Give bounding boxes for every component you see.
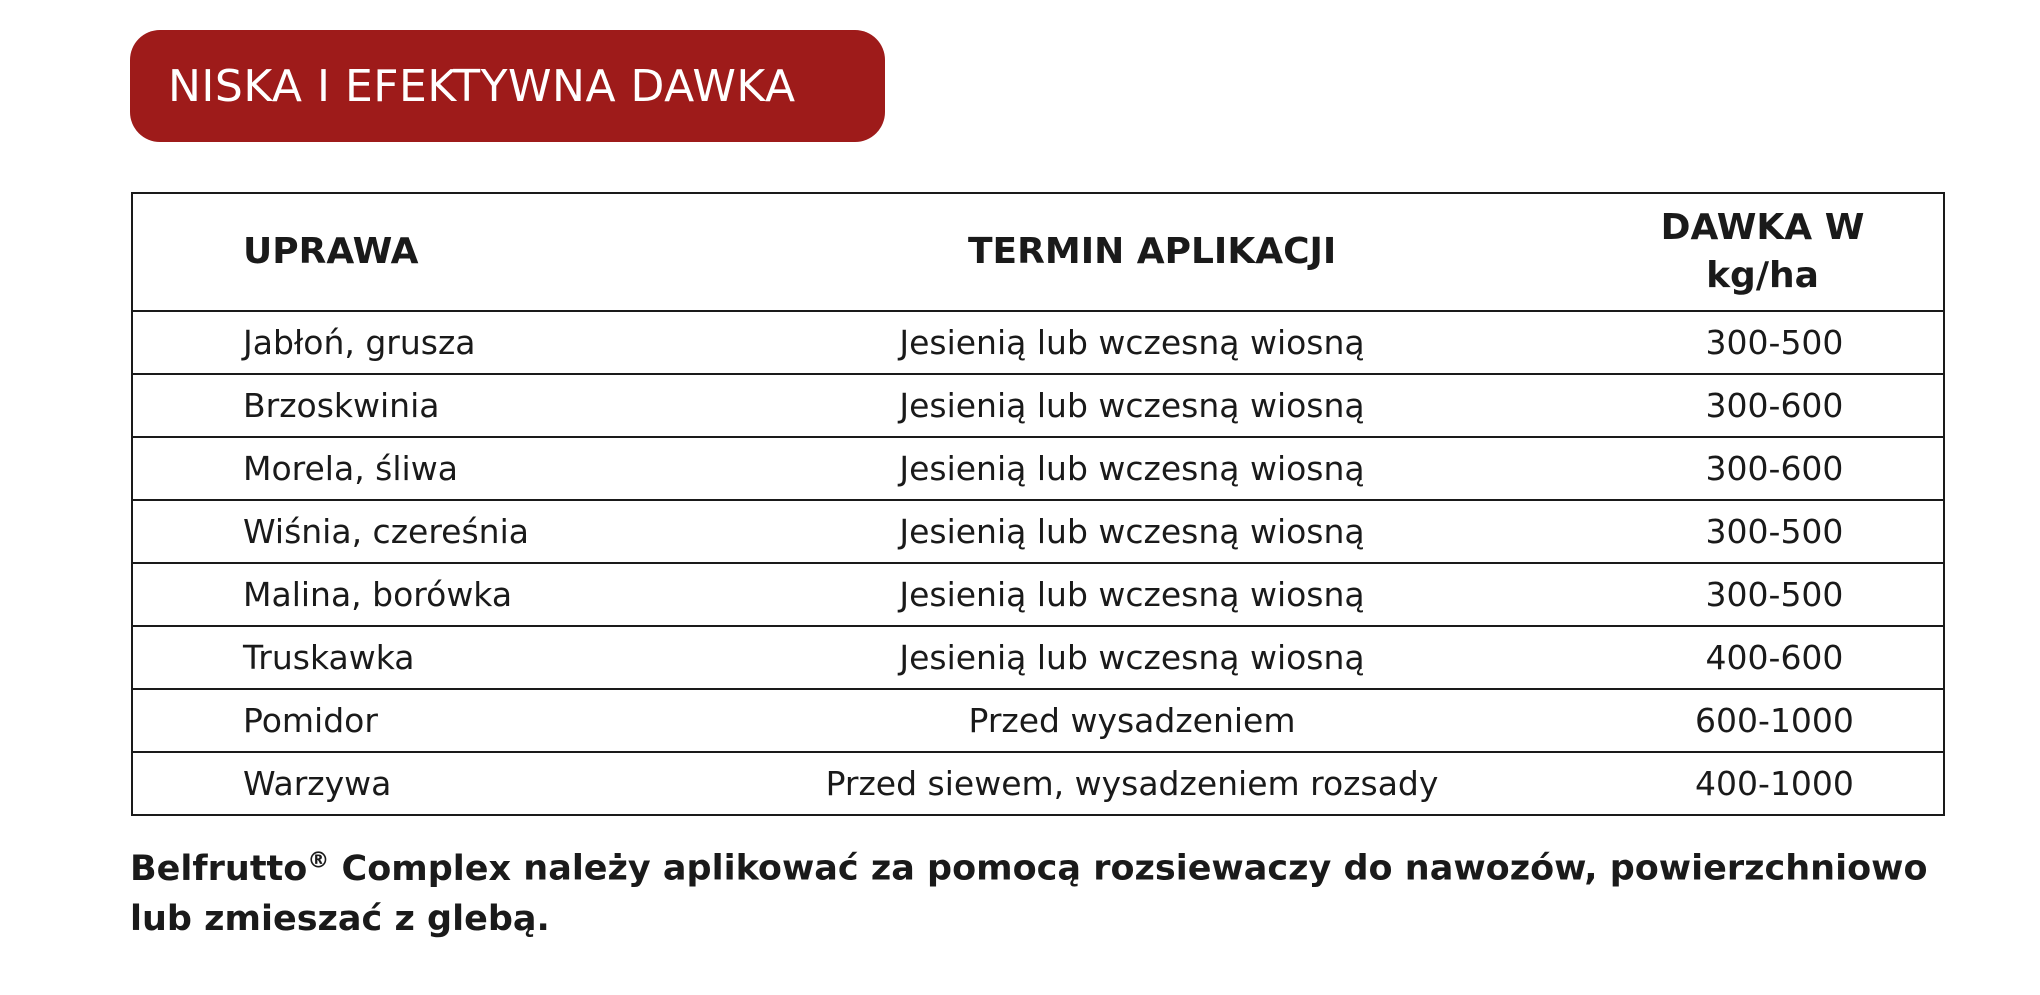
cell-term: Jesienią lub wczesną wiosną xyxy=(722,563,1542,626)
cell-term: Jesienią lub wczesną wiosną xyxy=(722,374,1542,437)
cell-term: Przed siewem, wysadzeniem rozsady xyxy=(825,764,1439,803)
brand-name-text: Belfrutto xyxy=(130,848,308,889)
cell-dose: 400-1000 xyxy=(1695,764,1854,803)
table-row xyxy=(132,563,1944,626)
registered-mark: ® xyxy=(307,848,330,873)
cell-crop: Brzoskwinia xyxy=(132,374,722,437)
cell-dose: 300-500 xyxy=(1542,563,1944,626)
cell-term: Przed wysadzeniem xyxy=(722,689,1542,752)
cell-term: Jesienią lub wczesną wiosną xyxy=(722,311,1542,374)
cell-crop: Pomidor xyxy=(132,689,722,752)
cell-crop: Truskawka xyxy=(132,626,722,689)
cell-term: Jesienią lub wczesną wiosną xyxy=(722,437,1542,500)
cell-dose: 400-600 xyxy=(1542,626,1944,689)
cell-dose: 300-600 xyxy=(1542,374,1944,437)
cell-dose: 300-500 xyxy=(1542,311,1944,374)
cell-dose: 300-600 xyxy=(1542,437,1944,500)
table-header-row xyxy=(132,193,1944,311)
table-row xyxy=(132,689,1944,752)
product-name: Complex xyxy=(329,848,512,889)
section-banner xyxy=(130,30,885,142)
cell-crop: Wiśnia, czereśnia xyxy=(132,500,722,563)
cell-term: Jesienią lub wczesną wiosną xyxy=(722,500,1542,563)
table-row xyxy=(132,374,1944,437)
header-crop: UPRAWA xyxy=(132,193,722,311)
cell-crop: Morela, śliwa xyxy=(132,437,722,500)
table-row xyxy=(132,437,1944,500)
header-term: TERMIN APLIKACJI xyxy=(722,193,1542,311)
cell-crop: Malina, borówka xyxy=(132,563,722,626)
dosage-table-container xyxy=(131,192,1943,816)
banner-title: NISKA I EFEKTYWNA DAWKA xyxy=(168,60,796,112)
table-row xyxy=(132,752,1944,815)
table-row xyxy=(132,500,1944,563)
cell-dose: 300-500 xyxy=(1542,500,1944,563)
header-dose xyxy=(1542,193,1944,311)
cell-crop: Warzywa xyxy=(243,764,392,803)
cell-dose: 600-1000 xyxy=(1542,689,1944,752)
brand-name xyxy=(130,849,511,889)
usage-note xyxy=(130,836,1950,944)
usage-note-text: należy aplikować za pomocą rozsiewaczy do nawozów, powierzchniowo lub zmieszać z glebą. xyxy=(130,848,1928,939)
table-row xyxy=(132,311,1944,374)
header-dose-line2: kg/ha xyxy=(1706,255,1819,296)
cell-term: Jesienią lub wczesną wiosną xyxy=(722,626,1542,689)
table-row xyxy=(132,626,1944,689)
header-dose-line1: DAWKA W xyxy=(1660,207,1865,248)
dosage-table xyxy=(131,192,1945,816)
cell-crop: Jabłoń, grusza xyxy=(132,311,722,374)
